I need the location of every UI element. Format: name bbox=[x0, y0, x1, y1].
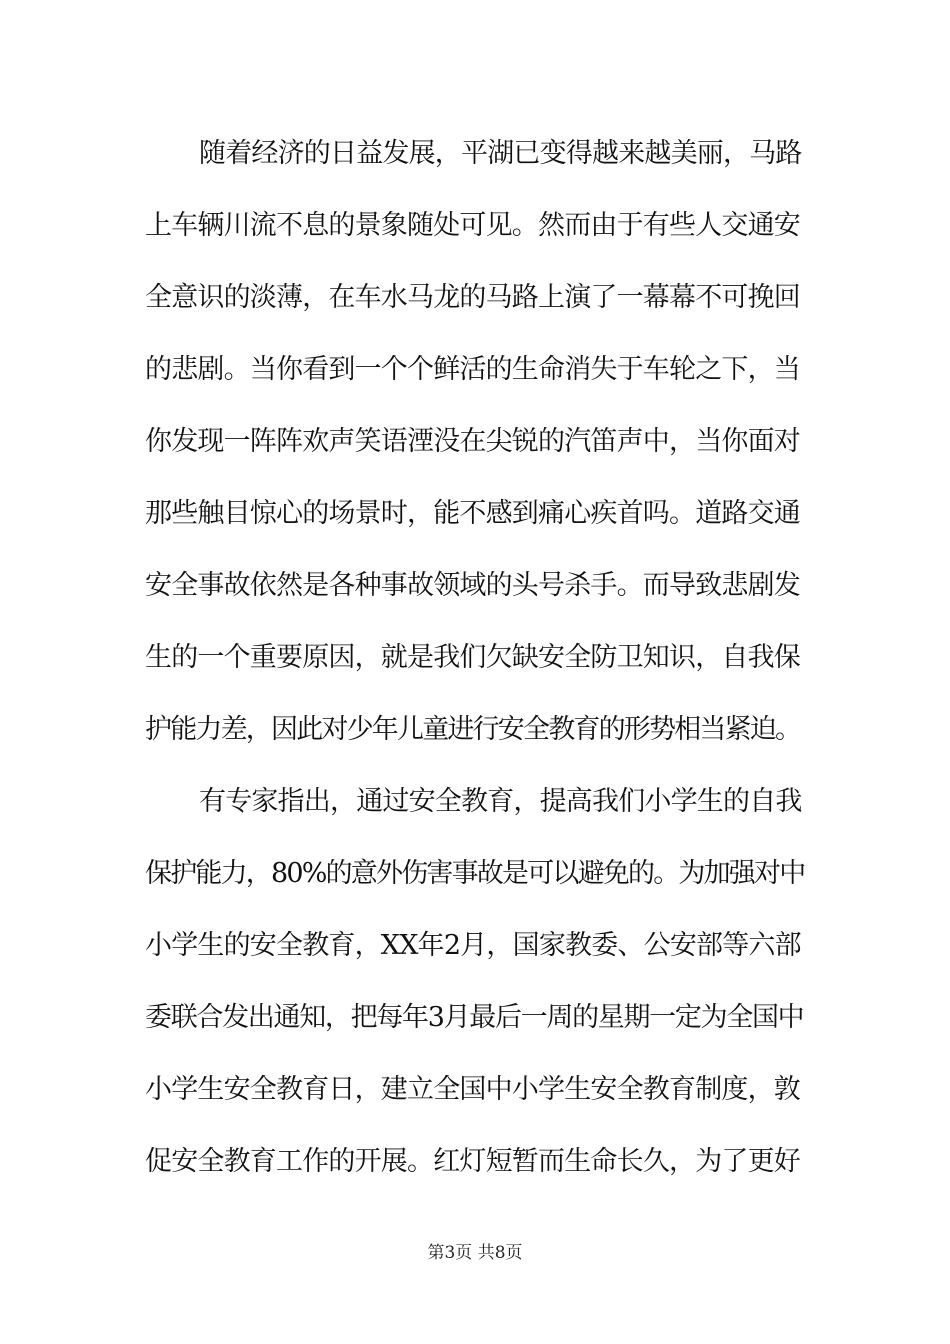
paragraph-1-line-2: 上车辆川流不息的景象随处可见。然而由于有些人交通安 bbox=[145, 210, 800, 241]
paragraph-1-line-9: 护能力差，因此对少年儿童进行安全教育的形势相当紧迫。 bbox=[145, 714, 801, 745]
paragraph-1-line-8: 生的一个重要原因，就是我们欠缺安全防卫知识，自我保 bbox=[145, 642, 800, 673]
paragraph-2-line-6: 促安全教育工作的开展。红灯短暂而生命长久，为了更好 bbox=[145, 1146, 800, 1177]
paragraph-1-line-7: 安全事故依然是各种事故领域的头号杀手。而导致悲剧发 bbox=[145, 570, 800, 601]
paragraph-1-line-4: 的悲剧。当你看到一个个鲜活的生命消失于车轮之下，当 bbox=[145, 354, 800, 385]
paragraph-2-line-2: 保护能力，80%的意外伤害事故是可以避免的。为加强对中 bbox=[145, 858, 805, 889]
paragraph-1-line-3: 全意识的淡薄，在车水马龙的马路上演了一幕幕不可挽回 bbox=[145, 282, 800, 313]
page-number-footer: 第3页 共8页 bbox=[427, 1243, 523, 1263]
paragraph-2-line-3: 小学生的安全教育，XX年2月，国家教委、公安部等六部 bbox=[145, 930, 801, 961]
paragraph-2-line-4: 委联合发出通知，把每年3月最后一周的星期一定为全国中 bbox=[145, 1002, 804, 1033]
paragraph-1-line-5: 你发现一阵阵欢声笑语湮没在尖锐的汽笛声中，当你面对 bbox=[145, 426, 800, 457]
paragraph-1-line-6: 那些触目惊心的场景时，能不感到痛心疾首吗。道路交通 bbox=[145, 498, 800, 529]
paragraph-2-line-5: 小学生安全教育日，建立全国中小学生安全教育制度，敦 bbox=[145, 1074, 800, 1105]
paragraph-2-line-1: 有专家指出，通过安全教育，提高我们小学生的自我 bbox=[199, 786, 802, 817]
paragraph-1-line-1: 随着经济的日益发展，平湖已变得越来越美丽，马路 bbox=[199, 138, 802, 169]
